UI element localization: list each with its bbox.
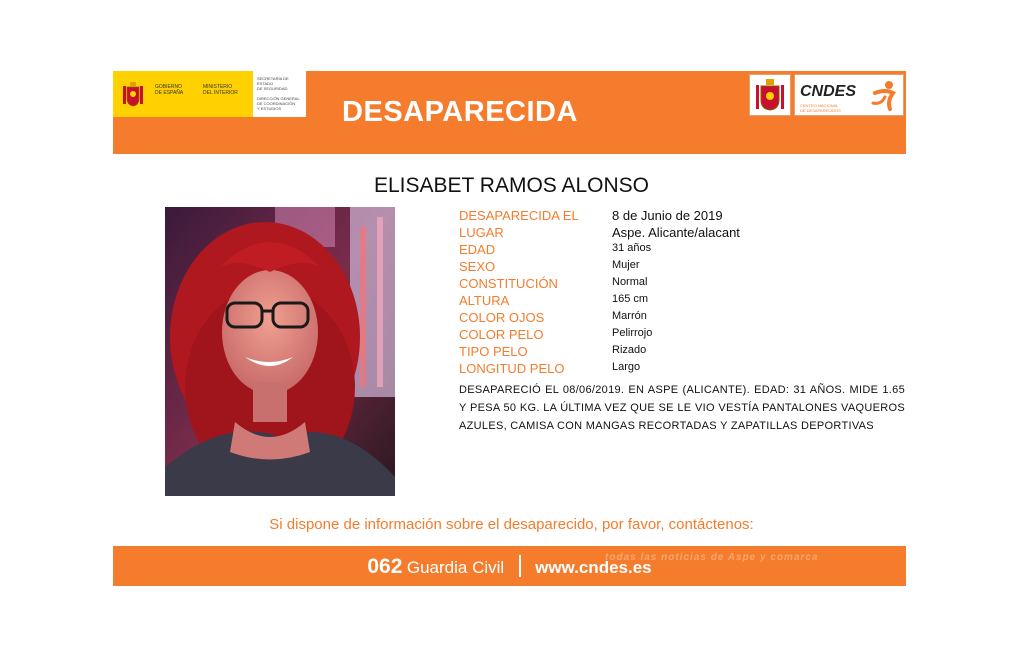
field-value: 8 de Junio de 2019 (612, 208, 723, 223)
footer-divider (519, 555, 521, 577)
field-label: TIPO PELO (459, 344, 528, 359)
description-text: DESAPARECIÓ EL 08/06/2019. EN ASPE (ALICANTE). EDAD: 31 AÑOS. MIDE 1.65 Y PESA 50 KG. LA ÚLTIMA VEZ QUE SE LE VIO VESTÍA PANTALONES VAQUEROS AZULES, CAMISA CON MANGAS RECORTADAS Y ZAPATILLAS DEPORTIVAS (459, 384, 905, 432)
field-label: COLOR OJOS (459, 310, 545, 325)
phone-number[interactable]: 062 (367, 555, 403, 578)
website-link[interactable]: www.cndes.es (535, 558, 652, 577)
field-label: EDAD (459, 242, 496, 257)
gobierno-text: GOBIERNO DE ESPAÑA (155, 84, 184, 96)
ministerio-text: MINISTERIO DEL INTERIOR (203, 84, 238, 96)
field-value: 165 cm (612, 293, 649, 305)
field-label: LONGITUD PELO (459, 361, 565, 376)
agency-name: Guardia Civil (406, 558, 505, 577)
field-value: Pelirrojo (612, 327, 653, 339)
cndes-logo (794, 74, 904, 116)
field-value: Normal (612, 276, 648, 288)
coat-of-arms-box (749, 74, 791, 116)
field-label: LUGAR (459, 225, 504, 240)
person-photo (165, 207, 395, 496)
field-label: DESAPARECIDA EL (459, 208, 579, 223)
watermark-text: todas las noticias de Aspe y comarca (605, 552, 819, 563)
field-value: 31 años (612, 242, 652, 254)
spain-coat-of-arms-icon (750, 75, 790, 115)
field-value: Rizado (612, 344, 647, 356)
field-value: Marrón (612, 310, 647, 322)
field-value: Mujer (612, 259, 640, 271)
field-value: Largo (612, 361, 641, 373)
gobierno-logo-band (113, 71, 253, 117)
gobierno-logo (113, 71, 306, 117)
field-label: ALTURA (459, 293, 510, 308)
field-label: CONSTITUCIÓN (459, 276, 558, 291)
secretaria-text: SECRETARÍA DE ESTADO DE SEGURIDAD DIRECCIÓN GENERAL DE COORDINACIÓN Y ESTUDIOS (257, 76, 300, 111)
page-title: DESAPARECIDA (342, 96, 578, 128)
cndes-name: CNDES (800, 83, 857, 100)
field-value: Aspe. Alicante/alacant (612, 225, 740, 240)
field-label: COLOR PELO (459, 327, 544, 342)
cndes-figure-icon (869, 79, 899, 111)
field-label: SEXO (459, 259, 496, 274)
contact-prompt: Si dispone de información sobre el desaparecido, por favor, contáctenos: (269, 516, 754, 533)
spain-coat-of-arms-icon (121, 81, 145, 108)
cndes-subtitle: CENTRO NACIONAL DE DESAPARECIDOS (800, 103, 841, 113)
person-name: ELISABET RAMOS ALONSO (373, 174, 650, 197)
